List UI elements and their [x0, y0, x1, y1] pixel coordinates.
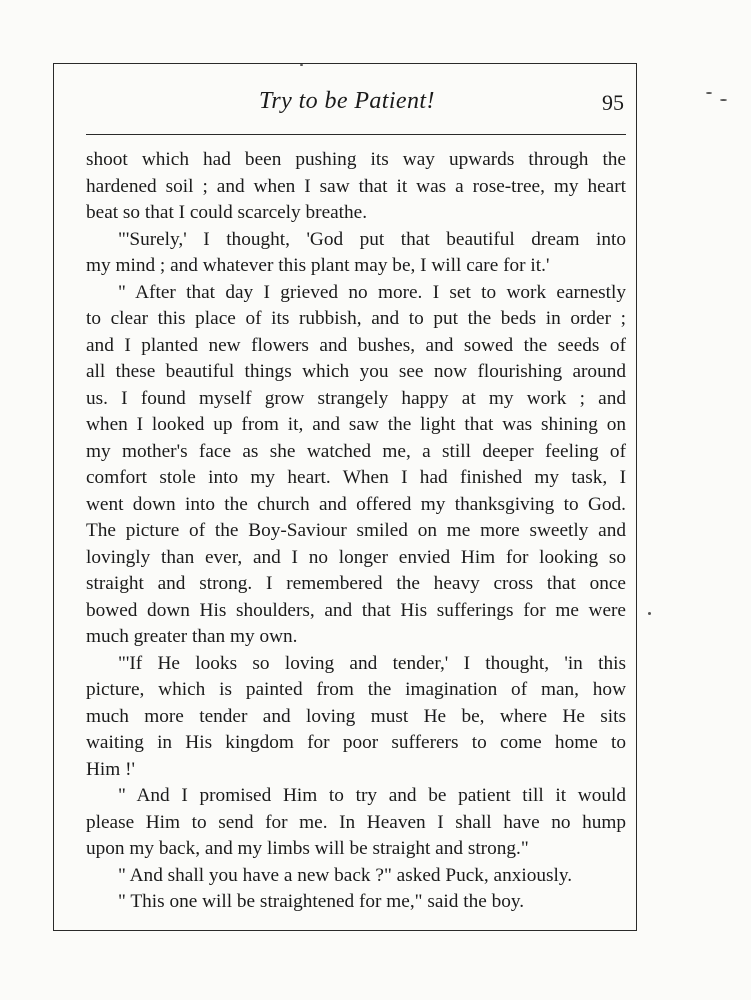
- text-line: " This one will be straightened for me," said the boy.: [118, 891, 525, 912]
- text-line: my mind ; and whatever this plant may be, I will care for it.': [86, 255, 550, 276]
- text-line: beat so that I could scarcely breathe.: [86, 202, 368, 223]
- text-line: and I planted new flowers and bushes, and sowed the seeds of: [86, 334, 626, 356]
- text-line: " And shall you have a new back ?" asked Puck, anxiously.: [118, 864, 573, 886]
- text-line: straight and strong. I remembered the heavy cross that once: [86, 573, 626, 594]
- text-line: shoot which had been pushing its way upwards through the: [86, 149, 626, 170]
- text-line: went down into the church and offered my thanksgiving to God.: [86, 493, 626, 515]
- running-title: Try to be Patient!: [259, 88, 435, 114]
- text-line: comfort stole into my heart. When I had finished my task, I: [86, 467, 626, 488]
- text-line: please Him to send for me. In Heaven I shall have no hump: [86, 811, 626, 833]
- page-number: 95: [602, 90, 624, 115]
- text-line: upon my back, and my limbs will be straight and strong.": [86, 838, 529, 859]
- text-line: "'If He looks so loving and tender,' I thought, 'in this: [118, 652, 626, 674]
- text-line: all these beautiful things which you see now flourishing around: [86, 361, 626, 382]
- text-line: " After that day I grieved no more. I set to work earnestly: [118, 281, 626, 303]
- scan-speck: [300, 64, 303, 66]
- text-line: picture, which is painted from the imagination of man, how: [86, 679, 626, 700]
- header-rule: [86, 134, 626, 135]
- text-line: hardened soil ; and when I saw that it was a rose-tree, my heart: [86, 175, 626, 197]
- text-line: to clear this place of its rubbish, and to put the beds in order ;: [86, 308, 626, 329]
- body-text: [86, 147, 626, 916]
- text-line: much more tender and loving must He be, where He sits: [86, 705, 626, 727]
- text-line: us. I found myself grow strangely happy at my work ; and: [86, 387, 626, 409]
- text-line: waiting in His kingdom for poor sufferers to come home to: [86, 732, 626, 753]
- page-frame: [53, 63, 637, 931]
- text-line: The picture of the Boy-Saviour smiled on me more sweetly and: [86, 520, 626, 541]
- scan-speck: [648, 612, 651, 615]
- text-line: lovingly than ever, and I no longer envied Him for looking so: [86, 546, 626, 568]
- running-header: [54, 88, 636, 118]
- text-line: "'Surely,' I thought, 'God put that beautiful dream into: [118, 228, 626, 250]
- text-line: Him !': [86, 758, 135, 780]
- text-line: my mother's face as she watched me, a still deeper feeling of: [86, 440, 626, 462]
- text-line: much greater than my own.: [86, 626, 298, 647]
- text-line: when I looked up from it, and saw the light that was shining on: [86, 414, 626, 435]
- text-line: " And I promised Him to try and be patient till it would: [118, 785, 626, 806]
- scan-speck: [706, 92, 712, 94]
- text-line: bowed down His shoulders, and that His sufferings for me were: [86, 599, 626, 621]
- scan-speck: [720, 99, 727, 101]
